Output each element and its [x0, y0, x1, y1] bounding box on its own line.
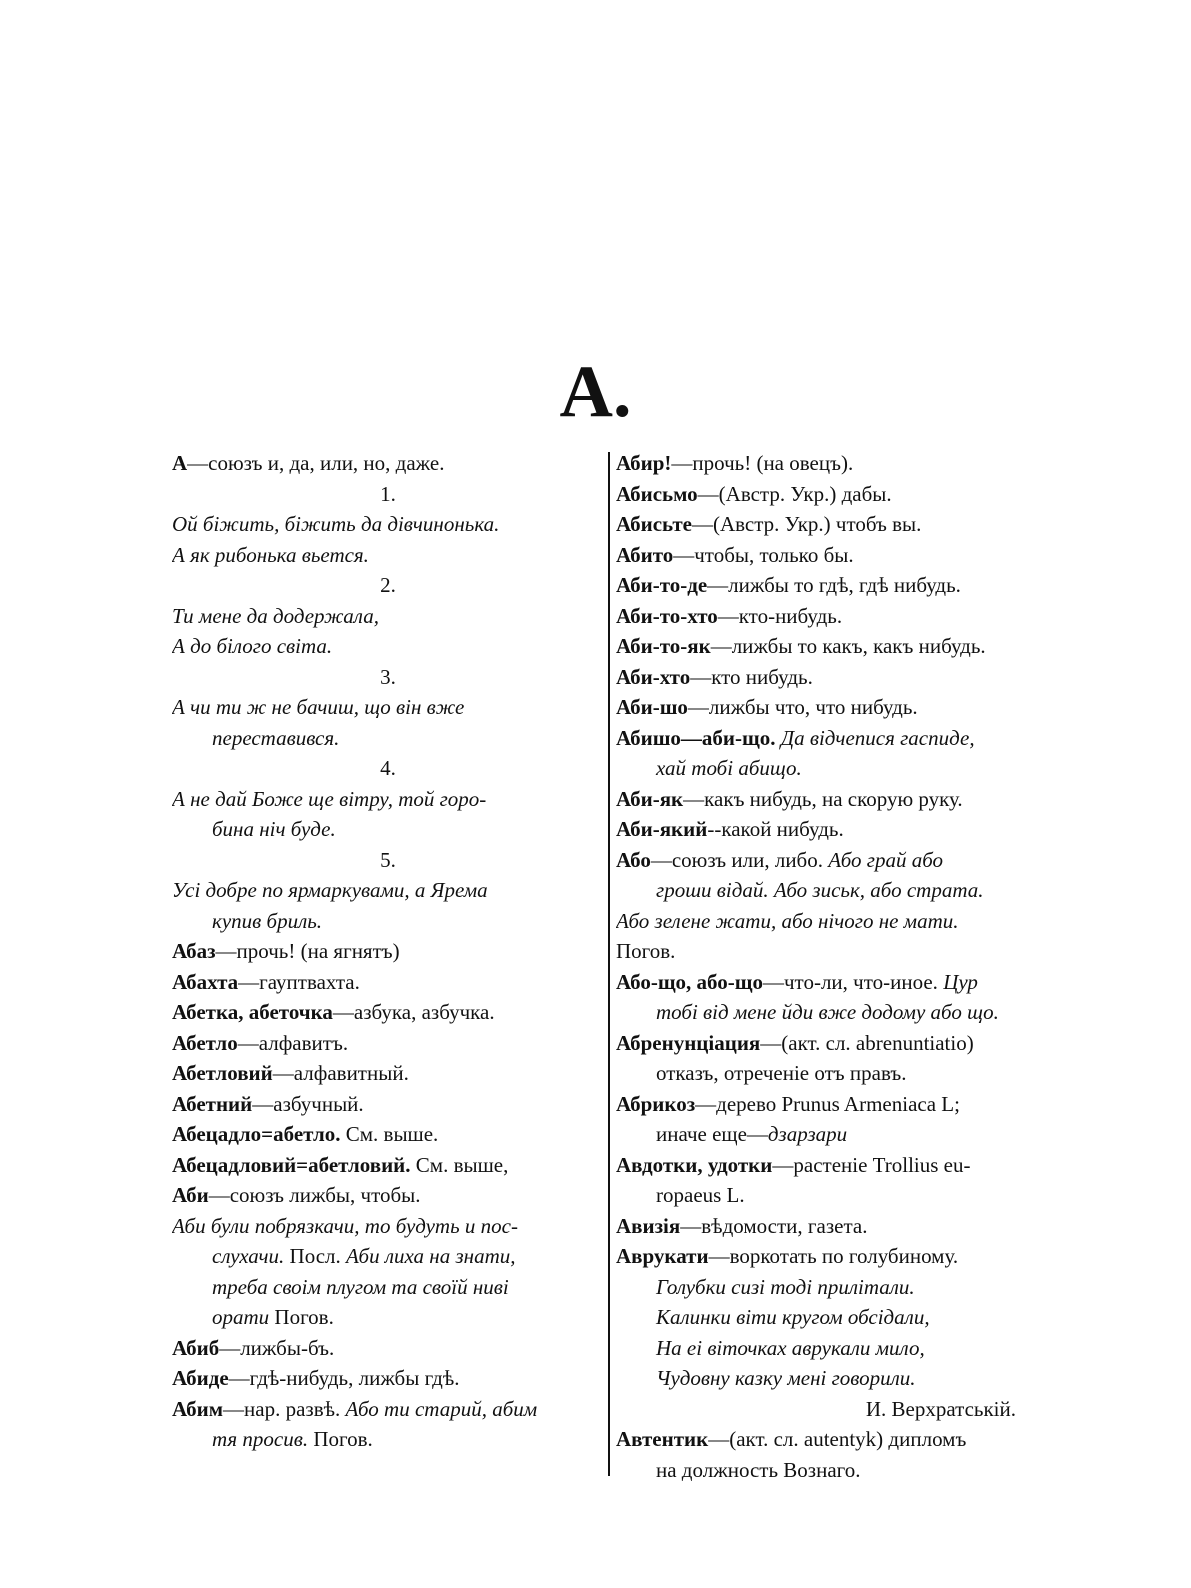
entry-definition: —(Австр. Укр.) дабы.: [697, 481, 892, 506]
entry-definition: —воркотать по голубиному.: [708, 1244, 959, 1268]
entry-definition: на должность Вознаго.: [656, 1457, 861, 1482]
entry-definition: —гауптвахта.: [238, 969, 360, 994]
entry-quote: треба своім плугом та своїй ниві: [212, 1274, 509, 1299]
right-line: [616, 570, 1044, 601]
left-line: [172, 1302, 604, 1333]
left-line: [172, 448, 604, 479]
entry-headword: Абисьмо: [616, 481, 698, 506]
entry-headword: Абито: [616, 542, 674, 567]
right-line: [616, 1089, 1044, 1120]
entry-quote: А чи ти ж не бачиш, що він вже: [172, 695, 465, 719]
left-line: [172, 875, 604, 906]
right-line: [616, 1363, 1044, 1394]
right-line: [616, 936, 1044, 967]
left-line: [172, 1211, 604, 1242]
right-line: [616, 1180, 1044, 1211]
entry-definition: --какой нибудь.: [707, 817, 844, 841]
entry-quote: Усі добре по ярмаркувами, а Ярема: [172, 878, 488, 902]
dictionary-column-left: [172, 448, 604, 1455]
left-line: [172, 1058, 604, 1089]
entry-definition: ropaeus L.: [656, 1183, 745, 1207]
entry-definition: —азбучный.: [252, 1091, 364, 1116]
left-line: [172, 631, 604, 662]
right-line: [616, 967, 1044, 998]
left-line: [172, 692, 604, 723]
entry-quote: А як рибонька вьется.: [172, 542, 369, 567]
entry-headword: Абиде: [172, 1366, 229, 1390]
verse-number: 4.: [380, 756, 396, 780]
left-line: [172, 1394, 604, 1425]
entry-definition: иначе еще—: [656, 1122, 768, 1146]
entry-definition: —алфавитный.: [272, 1061, 409, 1085]
entry-headword: Абим: [172, 1396, 224, 1421]
dictionary-column-right: [616, 448, 1044, 1485]
entry-quote: Аби лиха на знати,: [346, 1244, 516, 1268]
entry-quote: гроши відай. Або зиськ, або страта.: [656, 878, 984, 902]
entry-definition: Погов.: [616, 939, 676, 963]
entry-quote: тя просив.: [212, 1427, 309, 1451]
right-line: [616, 1455, 1044, 1486]
entry-headword: Аби-то-хто: [616, 603, 718, 628]
left-line: [172, 906, 604, 937]
left-line: [172, 967, 604, 998]
entry-definition: Посл.: [284, 1244, 347, 1268]
right-line: [616, 1241, 1044, 1272]
left-line: [172, 1028, 604, 1059]
entry-headword: Абаз: [172, 939, 216, 963]
right-line: [616, 1028, 1044, 1059]
entry-headword: Абиб: [172, 1335, 220, 1360]
right-line: [616, 906, 1044, 937]
entry-headword: Або: [616, 847, 651, 872]
entry-headword: Аби-шо: [616, 695, 688, 719]
entry-quote: переставився.: [212, 725, 340, 750]
entry-headword: Аби-як: [616, 786, 684, 811]
entry-definition: отказъ, отреченіе отъ правъ.: [656, 1061, 907, 1085]
right-line: [616, 1211, 1044, 1242]
entry-quote: На еі віточках аврукали мило,: [656, 1335, 925, 1360]
entry-headword: Аврукати: [616, 1244, 709, 1268]
entry-definition: —кто-нибудь.: [717, 603, 843, 628]
entry-quote: А до білого світа.: [172, 634, 333, 658]
entry-definition: —союзъ или, либо.: [650, 847, 829, 872]
verse-number: 1.: [380, 481, 396, 506]
entry-headword: Абетка, абеточка: [172, 1000, 333, 1024]
right-line: [616, 845, 1044, 876]
left-line: [172, 814, 604, 845]
entry-headword: Аби-який: [616, 817, 708, 841]
left-line: [172, 1241, 604, 1272]
entry-definition: —дерево Prunus Armeniaca L;: [695, 1091, 960, 1116]
entry-quote: Або зелене жати, або нічого не мати.: [616, 908, 959, 933]
entry-definition: —какъ нибудь, на скорую руку.: [683, 786, 963, 811]
column-divider: [608, 452, 610, 1476]
entry-quote: А не дай Боже ще вітру, той горо-: [172, 786, 487, 811]
entry-headword: Авизія: [616, 1213, 681, 1238]
left-line: [172, 540, 604, 571]
entry-quote: Калинки віти кругом обсідали,: [656, 1305, 930, 1329]
entry-definition: —(акт. сл. autentyk) дипломъ: [708, 1427, 967, 1451]
right-line: [616, 723, 1044, 754]
entry-headword: Абисьте: [616, 512, 692, 536]
left-line: [172, 1180, 604, 1211]
entry-definition: —нар. развѣ.: [223, 1396, 346, 1421]
entry-definition: —кто нибудь.: [690, 664, 813, 689]
entry-definition: Погов.: [308, 1427, 373, 1451]
entry-definition: —прочь! (на ягнятъ): [215, 939, 400, 963]
right-line: [616, 1394, 1044, 1425]
right-line: [616, 784, 1044, 815]
entry-definition: —лижбы-бъ.: [219, 1335, 335, 1360]
entry-definition: См. выше,: [410, 1152, 509, 1177]
entry-headword: Аби: [172, 1183, 209, 1207]
entry-headword: Аби-хто: [616, 664, 691, 689]
entry-definition: —лижбы то гдѣ, гдѣ нибудь.: [707, 573, 961, 597]
entry-headword: Автентик: [616, 1427, 709, 1451]
entry-headword: Або-що, або-що: [616, 969, 763, 994]
entry-definition: Погов.: [269, 1305, 334, 1329]
entry-quote: тобі від мене йди вже додому або що.: [656, 1000, 999, 1024]
entry-headword: Абетловий: [172, 1061, 273, 1085]
entry-quote: бина ніч буде.: [212, 817, 336, 841]
left-line: [172, 1089, 604, 1120]
entry-headword: Абетло: [172, 1030, 238, 1055]
right-line: [616, 997, 1044, 1028]
right-line: [616, 875, 1044, 906]
right-line: [616, 1302, 1044, 1333]
left-line: [172, 723, 604, 754]
right-line: [616, 509, 1044, 540]
left-line: [172, 1424, 604, 1455]
left-line: [172, 1150, 604, 1181]
entry-quote: Да відчепися гаспиде,: [780, 725, 975, 750]
left-line: [172, 936, 604, 967]
entry-quote: Ой біжить, біжить да дівчинонька.: [172, 512, 500, 536]
entry-definition: —алфавитъ.: [237, 1030, 349, 1055]
left-line: [172, 784, 604, 815]
entry-headword: Абецадловий=абетловий.: [172, 1152, 411, 1177]
entry-quote: Чудовну казку мені говорили.: [656, 1366, 916, 1390]
right-line: [616, 1272, 1044, 1303]
left-line: [172, 601, 604, 632]
entry-definition: —прочь! (на овецъ).: [671, 451, 854, 475]
left-line: [172, 997, 604, 1028]
left-line: [172, 1272, 604, 1303]
entry-definition: —лижбы то какъ, какъ нибудь.: [710, 634, 986, 658]
entry-definition: —чтобы, только бы.: [673, 542, 854, 567]
right-line: [616, 1150, 1044, 1181]
page-title: A.: [559, 351, 632, 433]
entry-definition: —вѣдомости, газета.: [680, 1213, 868, 1238]
right-line: [616, 814, 1044, 845]
entry-quote: орати: [212, 1305, 270, 1329]
right-line: [616, 601, 1044, 632]
right-line: [616, 662, 1044, 693]
right-line: [616, 540, 1044, 571]
right-line: [616, 448, 1044, 479]
entry-quote: Цур: [943, 969, 978, 994]
entry-definition: —союзъ лижбы, чтобы.: [208, 1183, 421, 1207]
entry-headword: А: [172, 451, 188, 475]
entry-definition: —растеніе Trollius eu-: [772, 1152, 971, 1177]
entry-definition: —гдѣ-нибудь, лижбы гдѣ.: [228, 1366, 460, 1390]
verse-number: 5.: [380, 847, 396, 872]
right-line: [616, 1119, 1044, 1150]
right-line: [616, 753, 1044, 784]
right-line: [616, 479, 1044, 510]
entry-definition: И. Верхратській.: [865, 1396, 1016, 1421]
entry-headword: Аби-то-де: [616, 573, 708, 597]
right-line: [616, 1424, 1044, 1455]
entry-headword: Аби-то-як: [616, 634, 711, 658]
entry-definition: —(акт. сл. abrenuntiatio): [760, 1030, 974, 1055]
entry-quote: Або грай або: [828, 847, 944, 872]
left-line: [172, 1119, 604, 1150]
right-line: [616, 692, 1044, 723]
entry-headword: Абрикоз: [616, 1091, 696, 1116]
entry-quote: Аби були побрязкачи, то будуть и пос-: [172, 1213, 518, 1238]
entry-quote: дзарзари: [767, 1122, 848, 1146]
right-line: [616, 1058, 1044, 1089]
entry-definition: —азбука, азбучка.: [332, 1000, 495, 1024]
entry-headword: Абир!: [616, 451, 672, 475]
entry-headword: Абетний: [172, 1091, 253, 1116]
entry-quote: купив бриль.: [212, 908, 323, 933]
left-line: [172, 1333, 604, 1364]
left-line: [172, 1363, 604, 1394]
left-line: [172, 509, 604, 540]
entry-definition: —что-ли, что-иное.: [763, 969, 944, 994]
verse-number: 2.: [380, 573, 396, 597]
entry-definition: —лижбы что, что нибудь.: [687, 695, 918, 719]
entry-definition: —союзъ и, да, или, но, даже.: [187, 451, 445, 475]
right-line: [616, 1333, 1044, 1364]
entry-quote: Ти мене да додержала,: [172, 603, 379, 628]
entry-headword: Авдотки, удотки: [616, 1152, 773, 1177]
right-line: [616, 631, 1044, 662]
entry-definition: —(Австр. Укр.) чтобъ вы.: [691, 512, 922, 536]
entry-headword: Абахта: [172, 969, 239, 994]
entry-quote: хай тобі абищо.: [656, 756, 802, 780]
entry-quote: слухачи.: [212, 1244, 285, 1268]
entry-quote: Або ти старий, абим: [345, 1396, 538, 1421]
entry-definition: См. выше.: [340, 1122, 439, 1146]
entry-headword: Абренунціация: [616, 1030, 761, 1055]
verse-number: 3.: [380, 664, 396, 689]
entry-quote: Голубки сизі тоді прилітали.: [656, 1274, 915, 1299]
entry-headword: Абецадло=абетло.: [172, 1122, 341, 1146]
entry-headword: Абишо—аби-що.: [616, 725, 776, 750]
